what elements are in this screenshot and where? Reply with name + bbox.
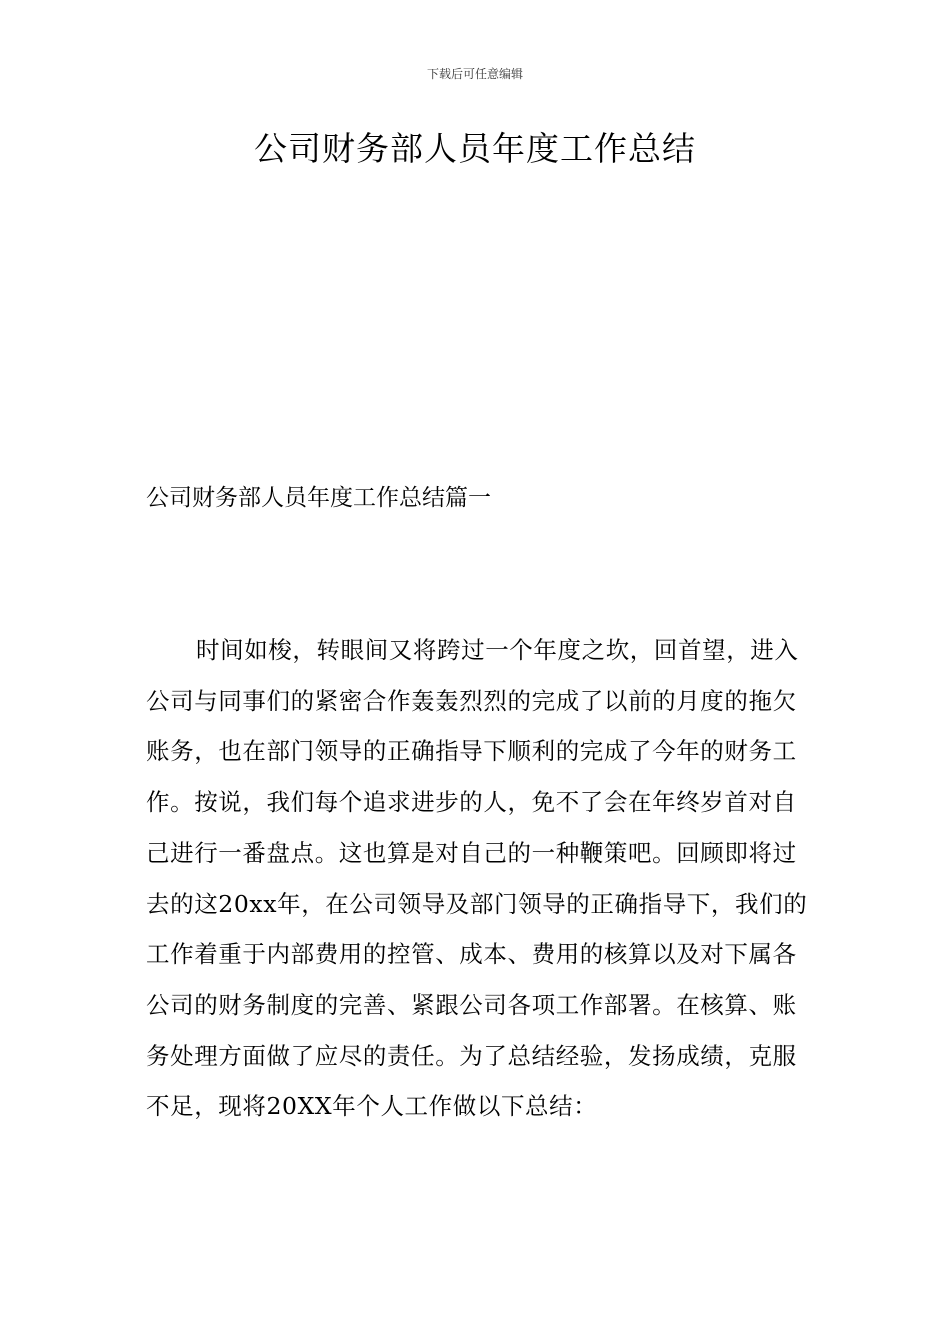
section-heading: 公司财务部人员年度工作总结篇一 [146,485,491,511]
body-paragraph: 时间如梭，转眼间又将跨过一个年度之坎，回首望，进入公司与同事们的紧密合作轰轰烈烈的完成了以前的月度的拖欠账务，也在部门领导的正确指导下顺利的完成了今年的财务工作。按说，我们每个追求进步的人，免不了会在年终岁首对自己进行一番盘点。这也算是对自己的一种鞭策吧。回顾即将过去的这20xx年，在公司领导及部门领导的正确指导下，我们的工作着重于内部费用的控管、成本、费用的核算以及对下属各公司的财务制度的完善、紧跟公司各项工作部署。在核算、账务处理方面做了应尽的责任。为了总结经验，发扬成绩，克服不足，现将20XX年个人工作做以下总结： [146,636,808,1121]
header-note: 下载后可任意编辑 [426,67,523,81]
document-title: 公司财务部人员年度工作总结 [254,129,696,168]
